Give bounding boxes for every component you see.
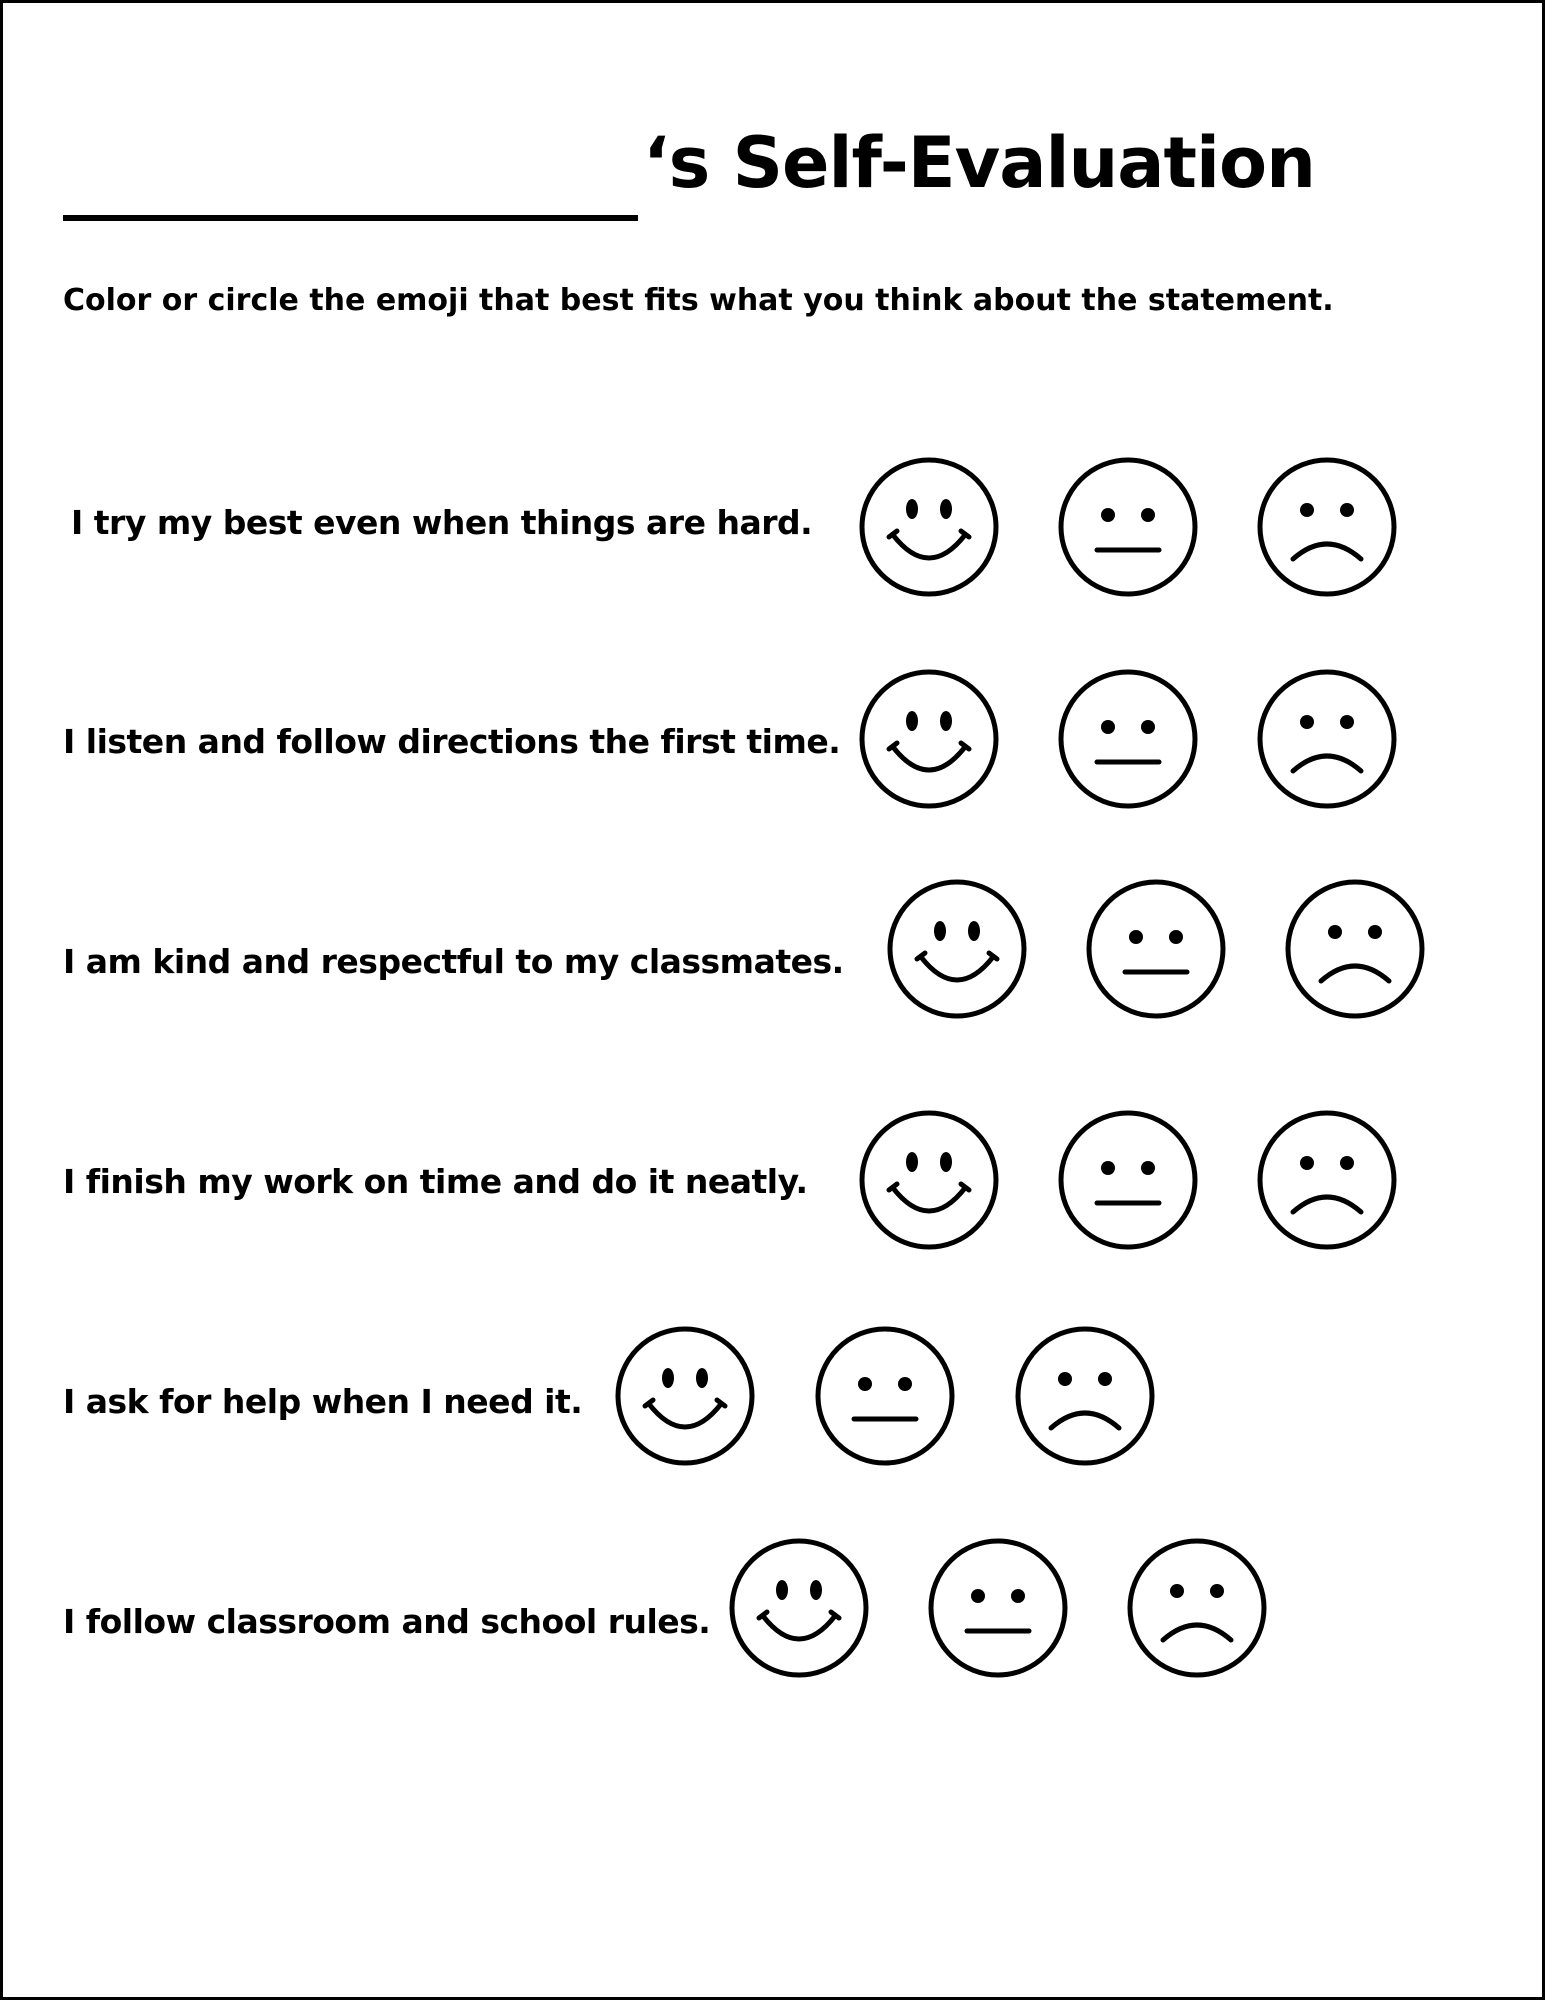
- sad-face-icon[interactable]: [1255, 1108, 1399, 1252]
- statement-6: I follow classroom and school rules.: [63, 1602, 711, 1641]
- statement-3: I am kind and respectful to my classmates.: [63, 942, 844, 981]
- neutral-face-icon[interactable]: [926, 1536, 1070, 1680]
- statement-2: I listen and follow directions the first time.: [63, 722, 841, 761]
- neutral-face-icon[interactable]: [1084, 877, 1228, 1021]
- neutral-face-icon[interactable]: [1056, 1108, 1200, 1252]
- happy-face-icon[interactable]: [613, 1324, 757, 1468]
- instructions: Color or circle the emoji that best fits what you think about the statement.: [63, 283, 1334, 318]
- statement-1: I try my best even when things are hard.: [71, 503, 813, 542]
- happy-face-icon[interactable]: [857, 455, 1001, 599]
- happy-face-icon[interactable]: [727, 1536, 871, 1680]
- sad-face-icon[interactable]: [1283, 877, 1427, 1021]
- happy-face-icon[interactable]: [857, 667, 1001, 811]
- statement-5: I ask for help when I need it.: [63, 1382, 583, 1421]
- happy-face-icon[interactable]: [885, 877, 1029, 1021]
- worksheet-title: ‘s Self-Evaluation: [643, 122, 1315, 204]
- neutral-face-icon[interactable]: [1056, 455, 1200, 599]
- happy-face-icon[interactable]: [857, 1108, 1001, 1252]
- neutral-face-icon[interactable]: [813, 1324, 957, 1468]
- sad-face-icon[interactable]: [1013, 1324, 1157, 1468]
- sad-face-icon[interactable]: [1255, 455, 1399, 599]
- sad-face-icon[interactable]: [1255, 667, 1399, 811]
- name-blank-line[interactable]: [63, 215, 638, 221]
- neutral-face-icon[interactable]: [1056, 667, 1200, 811]
- statement-4: I finish my work on time and do it neatly.: [63, 1162, 808, 1201]
- sad-face-icon[interactable]: [1125, 1536, 1269, 1680]
